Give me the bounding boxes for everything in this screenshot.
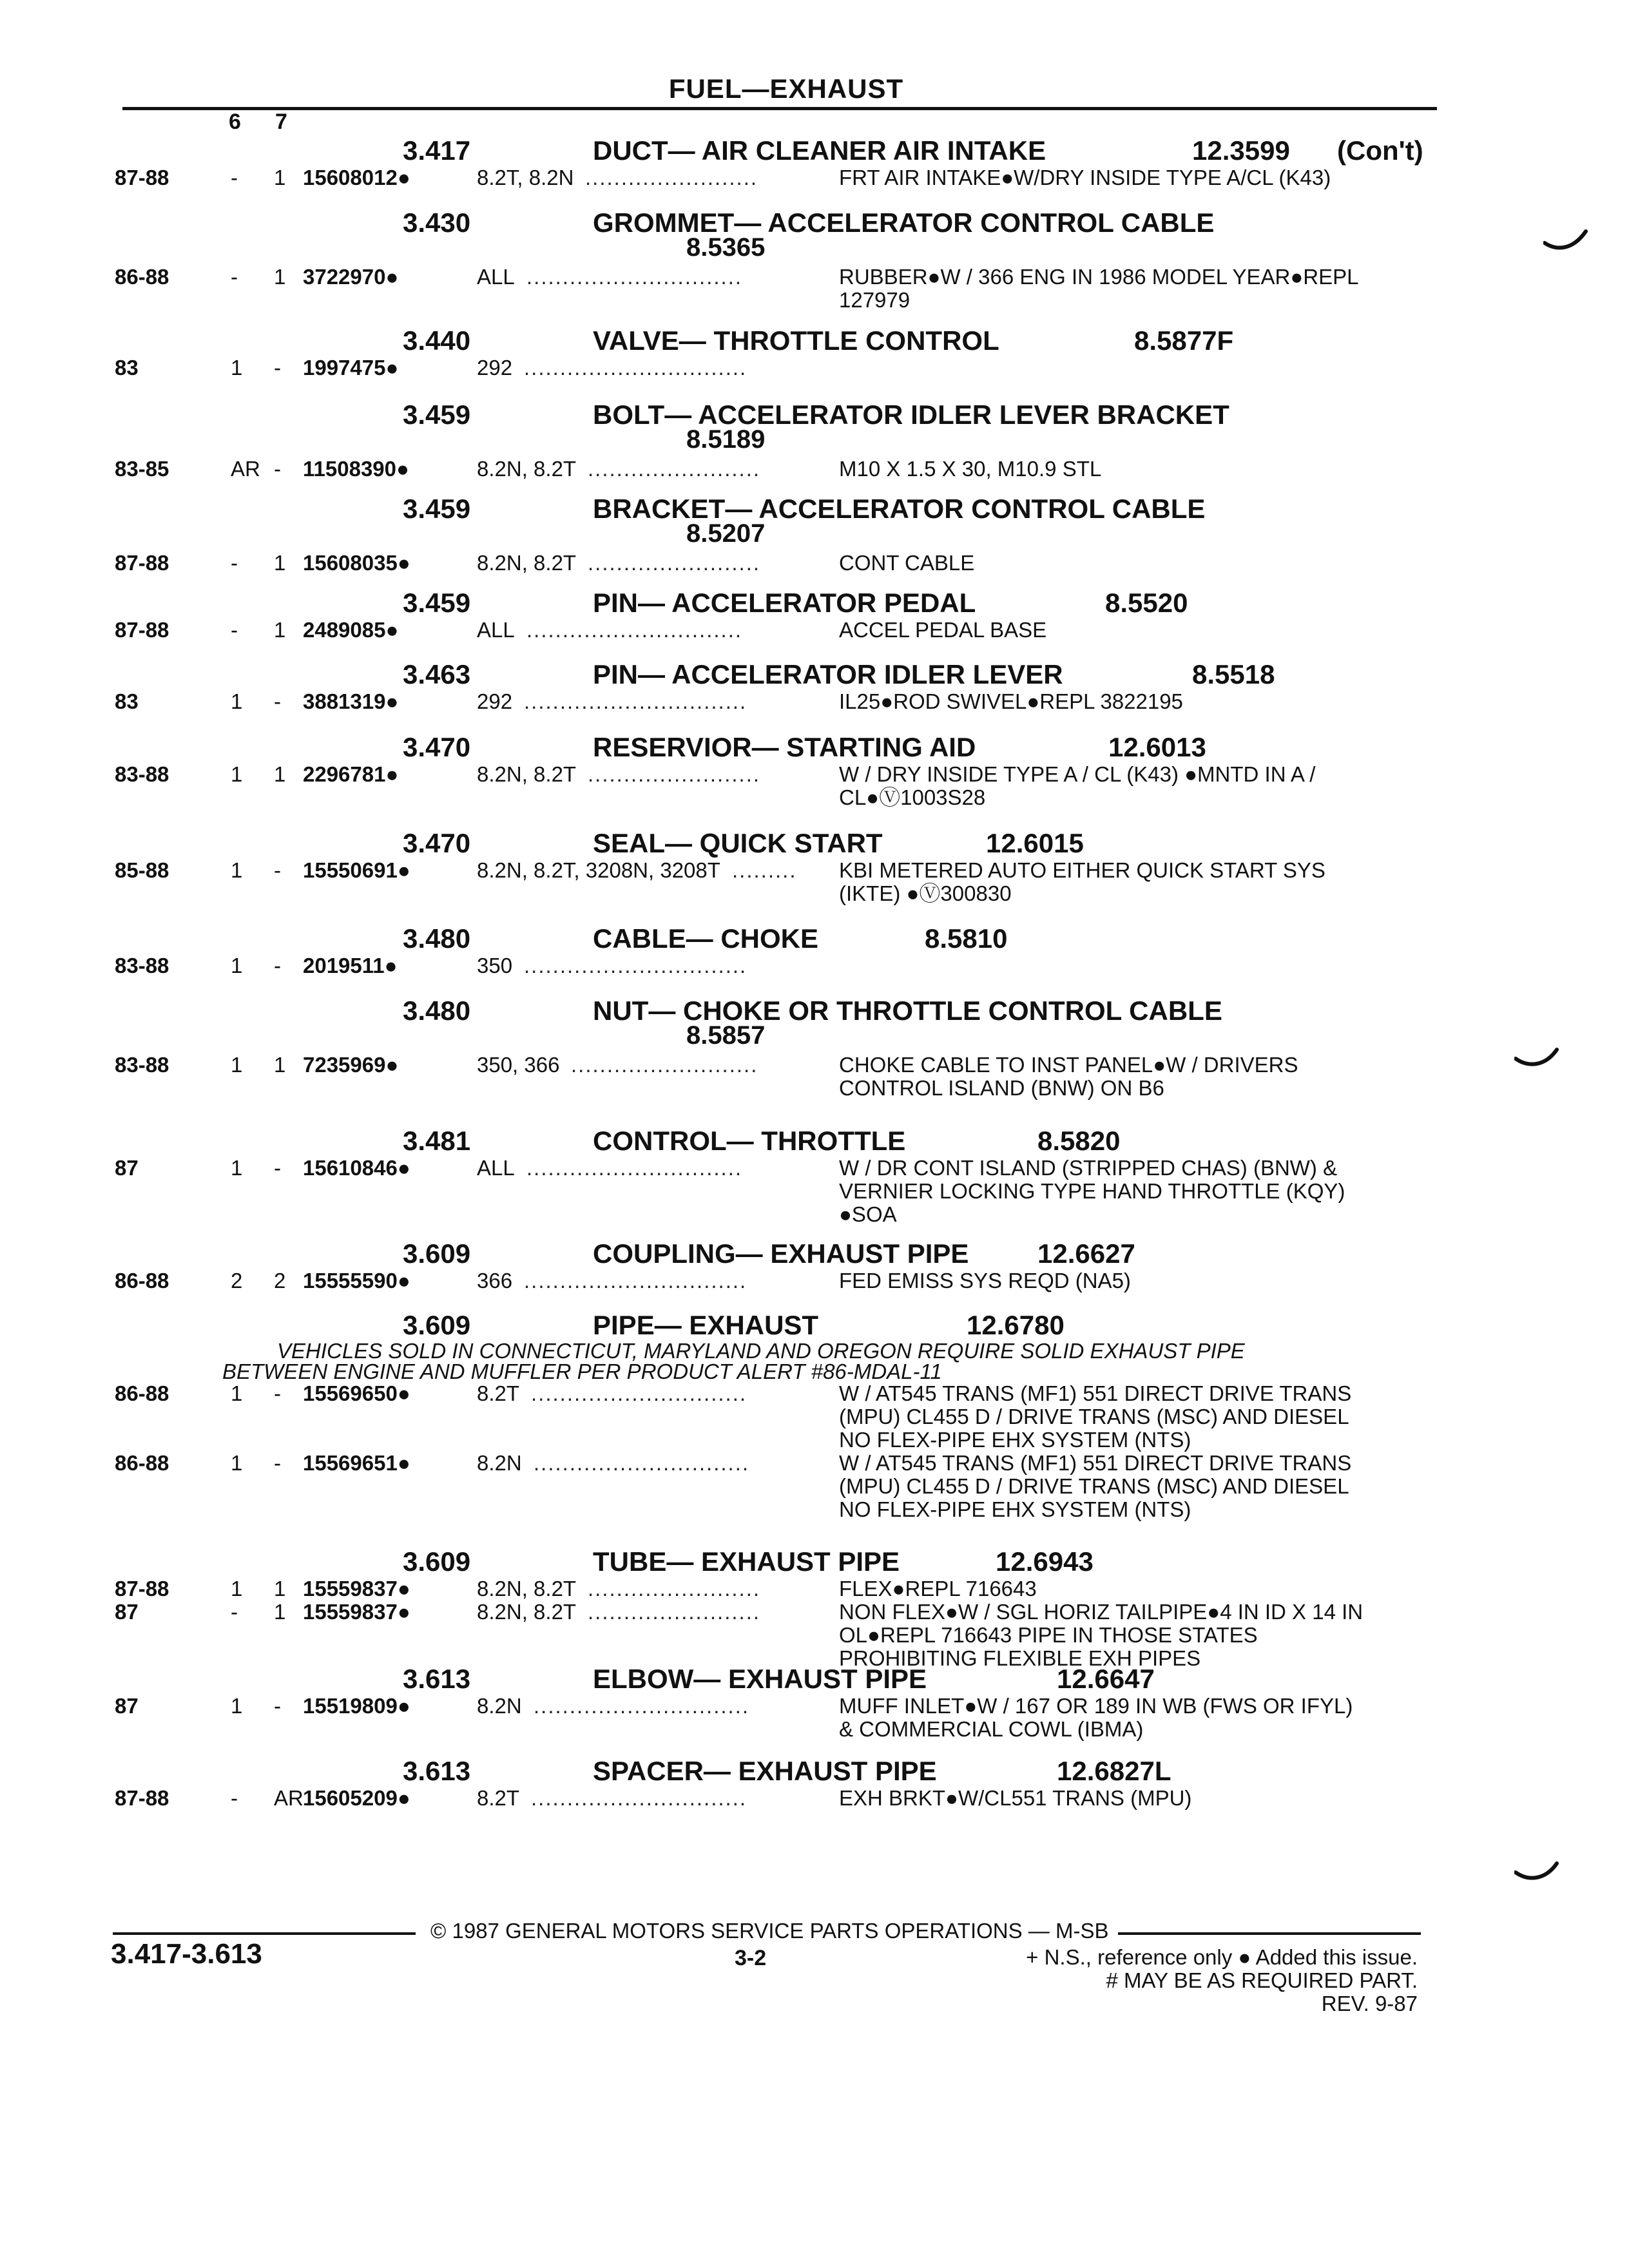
model-years: 83-88 [115,954,169,977]
part-description: EXH BRKT●W/CL551 TRANS (MPU) [839,1786,1192,1810]
section-code: 8.5857 [686,1021,766,1050]
quantity-col-6: AR [231,457,260,481]
section-number: 3.459 [403,588,471,618]
section-code: 8.5365 [686,233,766,262]
part-row [0,763,1629,809]
section-name: VALVE— THROTTLE CONTROL [593,325,999,356]
section-heading [0,588,1629,619]
part-description: RUBBER●W / 366 ENG IN 1986 MODEL YEAR●REPL [839,265,1359,289]
dot-leader: ........................ [588,457,761,481]
part-row [0,954,1629,977]
dot-leader: ........................ [588,1600,761,1624]
dot-leader: .............................. [526,265,743,289]
quantity-col-6: 2 [231,1269,243,1293]
section-name: COUPLING— EXHAUST PIPE [593,1238,969,1269]
quantity-col-7: - [274,1451,281,1475]
part-row [0,1787,1629,1810]
legend-line: + N.S., reference only ● Added this issue. [1026,1945,1418,1969]
model-years: 86-88 [115,1381,169,1405]
quantity-col-6: - [231,166,238,189]
section-code: 12.6013 [1108,732,1206,762]
part-number: 1997475● [303,356,399,380]
part-description: & COMMERCIAL COWL (IBMA) [839,1717,1144,1741]
engine-models: ALL [477,265,515,289]
part-row [0,552,1629,575]
part-number: 2489085● [303,618,399,642]
quantity-col-6: 1 [231,954,243,977]
section-code-line [0,1021,1629,1053]
part-row [0,1695,1629,1741]
dot-leader: .............................. [534,1694,750,1718]
footer-rule-right [1118,1932,1421,1935]
section-name: GROMMET— ACCELERATOR CONTROL CABLE [593,207,1215,238]
section-number: 3.480 [403,923,471,954]
page-title: FUEL—EXHAUST [668,73,904,104]
quantity-col-6: 1 [231,1053,243,1077]
engine-models: 8.2N [477,1694,522,1718]
section-name: PIN— ACCELERATOR IDLER LEVER [593,659,1063,689]
part-row [0,1157,1629,1226]
section-code: 12.6627 [1037,1238,1135,1269]
parts-section [0,135,1629,189]
part-number: 15519809● [303,1694,410,1718]
section-heading [0,1756,1629,1787]
engine-models: 350 [477,954,513,977]
section-number: 3.609 [403,1238,471,1269]
section-number: 3.459 [403,399,471,430]
section-code: 12.6943 [996,1546,1094,1577]
quantity-col-7: - [274,858,281,882]
section-heading [0,135,1629,166]
dot-leader: ............................... [524,689,747,713]
footer-legend [967,1946,1418,2015]
section-name: ELBOW— EXHAUST PIPE [593,1664,927,1694]
section-heading [0,732,1629,763]
part-row [0,356,1629,380]
quantity-col-7: 1 [274,166,286,189]
parts-section [0,1126,1629,1226]
part-description: CL●Ⓥ1003S28 [839,785,986,809]
parts-section [0,588,1629,642]
model-years: 87 [115,1694,139,1718]
section-code: 12.6827L [1057,1756,1171,1786]
part-description: (IKTE) ●Ⓥ300830 [839,881,1012,905]
engine-models: 8.2T, 8.2N [477,166,574,189]
section-number: 3.470 [403,828,471,858]
quantity-col-6: 1 [231,762,243,786]
section-code: 12.6647 [1057,1664,1155,1694]
section-note: BETWEEN ENGINE AND MUFFLER PER PRODUCT ALERT #86-MDAL-11 [222,1360,942,1383]
legend-line: REV. 9-87 [1321,1992,1418,2015]
model-years: 87-88 [115,1786,169,1810]
part-number: 3722970● [303,265,399,289]
part-description: NON FLEX●W / SGL HORIZ TAILPIPE●4 IN ID X 14 IN [839,1600,1364,1624]
quantity-col-7: - [274,356,281,380]
section-heading [0,923,1629,954]
part-description: MUFF INLET●W / 167 OR 189 IN WB (FWS OR IFYL) [839,1694,1353,1718]
dot-leader: ........................ [588,551,761,575]
part-number: 15569651● [303,1451,410,1475]
section-code-line [0,233,1629,265]
model-years: 87-88 [115,551,169,575]
part-number: 15608035● [303,551,410,575]
engine-models: 292 [477,689,513,713]
part-description: W / DR CONT ISLAND (STRIPPED CHAS) (BNW) & [839,1156,1338,1180]
quantity-col-7: - [274,689,281,713]
section-code: 8.5820 [1037,1126,1121,1156]
parts-section [0,995,1629,1100]
section-code: 12.6015 [986,828,1084,858]
parts-section [0,1310,1629,1521]
quantity-col-7: 1 [274,1600,286,1624]
engine-models: ALL [477,618,515,642]
section-name: CONTROL— THROTTLE [593,1126,906,1156]
quantity-col-6: 1 [231,1694,243,1718]
quantity-col-6: 1 [231,1156,243,1180]
dot-leader: ......... [732,858,797,882]
part-number: 2019511● [303,954,398,977]
quantity-col-6: 1 [231,356,243,380]
part-row [0,1577,1629,1600]
section-code: 12.3599 [1192,135,1290,166]
section-heading [0,494,1629,524]
quantity-col-6: 1 [231,1577,243,1600]
section-name: DUCT— AIR CLEANER AIR INTAKE [593,135,1046,166]
section-number: 3.480 [403,995,471,1026]
continued-label: (Con't) [1337,135,1423,166]
part-description: ACCEL PEDAL BASE [839,618,1047,642]
part-number: 15610846● [303,1156,410,1180]
part-description: OL●REPL 716643 PIPE IN THOSE STATES [839,1623,1258,1647]
model-years: 85-88 [115,858,169,882]
page-number: 3-2 [735,1946,767,1970]
part-row [0,690,1629,713]
model-years: 83 [115,356,139,380]
engine-models: 292 [477,356,513,380]
part-row [0,1053,1629,1100]
parts-section [0,732,1629,809]
quantity-col-6: 1 [231,689,243,713]
engine-models: 8.2N, 8.2T [477,1600,577,1624]
section-note: VEHICLES SOLD IN CONNECTICUT, MARYLAND AND OREGON REQUIRE SOLID EXHAUST PIPE [277,1339,1245,1363]
section-code-line [0,425,1629,457]
part-description: W / AT545 TRANS (MF1) 551 DIRECT DRIVE TRANS [839,1451,1352,1475]
section-code: 8.5518 [1192,659,1275,689]
model-years: 87 [115,1156,139,1180]
section-code-line [0,519,1629,552]
part-description: (MPU) CL455 D / DRIVE TRANS (MSC) AND DIESEL [839,1474,1349,1498]
check-mark-icon [1543,229,1588,255]
section-heading [0,1310,1629,1341]
section-number: 3.470 [403,732,471,762]
section-code: 8.5877F [1134,325,1234,356]
engine-models: ALL [477,1156,515,1180]
quantity-col-6: - [231,1600,238,1624]
footer-rule-left [113,1932,416,1935]
engine-models: 8.2N [477,1451,522,1475]
section-number: 3.481 [403,1126,471,1156]
model-years: 83-88 [115,762,169,786]
part-number: 2296781● [303,762,399,786]
part-row [0,166,1629,189]
section-number: 3.430 [403,207,471,238]
part-description: PROHIBITING FLEXIBLE EXH PIPES [839,1646,1201,1670]
section-heading [0,1546,1629,1577]
section-code: 8.5207 [686,519,766,548]
engine-models: 8.2T [477,1786,520,1810]
model-years: 87-88 [115,166,169,189]
section-name: SPACER— EXHAUST PIPE [593,1756,937,1786]
part-description: (MPU) CL455 D / DRIVE TRANS (MSC) AND DIESEL [839,1405,1349,1428]
quantity-col-6: - [231,551,238,575]
part-row [0,265,1629,312]
quantity-col-7: 1 [274,1577,286,1600]
check-mark-icon [1514,1047,1559,1073]
part-description: KBI METERED AUTO EITHER QUICK START SYS [839,858,1325,882]
part-row [0,1452,1629,1521]
parts-section [0,207,1629,312]
dot-leader: .............................. [526,618,743,642]
quantity-col-7: 1 [274,1053,286,1077]
part-row [0,619,1629,642]
quantity-col-6: - [231,618,238,642]
section-name: SEAL— QUICK START [593,828,883,858]
section-number: 3.613 [403,1756,471,1786]
parts-section [0,325,1629,380]
part-description: W / DRY INSIDE TYPE A / CL (K43) ●MNTD IN A / [839,762,1316,786]
part-description: VERNIER LOCKING TYPE HAND THROTTLE (KQY) [839,1179,1345,1203]
footer-range: 3.417-3.613 [111,1938,262,1970]
section-code: 8.5189 [686,425,766,454]
quantity-col-7: - [274,1694,281,1718]
engine-models: 8.2N, 8.2T [477,762,577,786]
dot-leader: ........................ [585,166,758,189]
dot-leader: ........................ [588,1577,761,1600]
model-years: 86-88 [115,1451,169,1475]
part-number: 15559837● [303,1577,410,1600]
part-number: 15608012● [303,166,410,189]
part-description: FRT AIR INTAKE●W/DRY INSIDE TYPE A/CL (K43) [839,166,1331,189]
quantity-col-7: - [274,457,281,481]
part-description: M10 X 1.5 X 30, M10.9 STL [839,457,1102,481]
parts-section [0,399,1629,481]
part-number: 15559837● [303,1600,410,1624]
quantity-col-7: 1 [274,551,286,575]
dot-leader: ........................ [588,762,761,786]
parts-section [0,1756,1629,1810]
model-years: 87-88 [115,1577,169,1600]
column-headers [229,110,322,135]
section-heading [0,828,1629,859]
engine-models: 366 [477,1269,513,1293]
column-header-a: 6 [229,110,241,134]
section-heading [0,1126,1629,1157]
quantity-col-7: 1 [274,762,286,786]
dot-leader: .............................. [534,1451,750,1475]
quantity-col-7: AR [274,1786,304,1810]
part-number: 15569650● [303,1381,410,1405]
section-heading [0,399,1629,430]
quantity-col-7: - [274,954,281,977]
dot-leader: ............................... [524,1269,747,1293]
part-row [0,457,1629,481]
part-number: 15550691● [303,858,410,882]
model-years: 87-88 [115,618,169,642]
part-number: 15605209● [303,1786,410,1810]
part-description: ●SOA [839,1202,897,1226]
footer-copyright: © 1987 GENERAL MOTORS SERVICE PARTS OPERATIONS — M-SB [430,1919,1109,1943]
dot-leader: .............................. [526,1156,743,1180]
part-number: 15555590● [303,1269,410,1293]
section-number: 3.459 [403,494,471,524]
part-description: CHOKE CABLE TO INST PANEL●W / DRIVERS [839,1053,1298,1077]
section-number: 3.609 [403,1310,471,1340]
quantity-col-6: 1 [231,858,243,882]
parts-section [0,923,1629,977]
section-heading [0,995,1629,1026]
section-number: 3.463 [403,659,471,689]
part-row [0,1269,1629,1293]
part-number: 7235969● [303,1053,399,1077]
part-row [0,1600,1629,1670]
section-number: 3.417 [403,135,471,166]
section-name: CABLE— CHOKE [593,923,819,954]
parts-section [0,1546,1629,1670]
quantity-col-7: 2 [274,1269,286,1293]
section-name: BOLT— ACCELERATOR IDLER LEVER BRACKET [593,399,1229,430]
section-code: 8.5810 [925,923,1008,954]
column-header-b: 7 [275,110,287,134]
part-description: FED EMISS SYS REQD (NA5) [839,1269,1131,1293]
part-description: W / AT545 TRANS (MF1) 551 DIRECT DRIVE TRANS [839,1381,1352,1405]
part-number: 11508390● [303,457,409,481]
section-heading [0,207,1629,238]
section-code: 8.5520 [1105,588,1188,618]
section-name: BRACKET— ACCELERATOR CONTROL CABLE [593,494,1206,524]
parts-section [0,659,1629,713]
part-description: 127979 [839,288,911,312]
quantity-col-6: - [231,265,238,289]
model-years: 83-88 [115,1053,169,1077]
parts-section [0,828,1629,905]
engine-models: 8.2N, 8.2T [477,457,577,481]
section-name: PIPE— EXHAUST [593,1310,819,1340]
section-heading [0,659,1629,690]
check-mark-icon [1514,1861,1559,1887]
dot-leader: ............................... [524,954,747,977]
part-number: 3881319● [303,689,399,713]
section-number: 3.613 [403,1664,471,1694]
part-description: CONT CABLE [839,551,975,575]
parts-section [0,494,1629,575]
quantity-col-7: 1 [274,618,286,642]
section-name: NUT— CHOKE OR THROTTLE CONTROL CABLE [593,995,1222,1026]
model-years: 87 [115,1600,139,1624]
model-years: 83-85 [115,457,169,481]
section-name: RESERVIOR— STARTING AID [593,732,976,762]
section-number: 3.609 [403,1546,471,1577]
engine-models: 350, 366 [477,1053,560,1077]
part-row [0,1382,1629,1452]
part-row [0,859,1629,905]
quantity-col-6: 1 [231,1381,243,1405]
dot-leader: ............................... [524,356,747,380]
section-heading [0,1664,1629,1695]
section-name: PIN— ACCELERATOR PEDAL [593,588,976,618]
quantity-col-7: 1 [274,265,286,289]
dot-leader: .............................. [531,1381,747,1405]
legend-line: # MAY BE AS REQUIRED PART. [1106,1968,1418,1992]
section-code: 12.6780 [967,1310,1065,1340]
engine-models: 8.2N, 8.2T [477,551,577,575]
quantity-col-7: - [274,1381,281,1405]
part-description: NO FLEX-PIPE EHX SYSTEM (NTS) [839,1497,1191,1521]
part-description: CONTROL ISLAND (BNW) ON B6 [839,1076,1164,1100]
model-years: 86-88 [115,1269,169,1293]
quantity-col-6: - [231,1786,238,1810]
section-heading [0,1238,1629,1269]
quantity-col-6: 1 [231,1451,243,1475]
parts-section [0,1664,1629,1741]
part-description: NO FLEX-PIPE EHX SYSTEM (NTS) [839,1428,1191,1452]
engine-models: 8.2N, 8.2T, 3208N, 3208T [477,858,720,882]
part-description: IL25●ROD SWIVEL●REPL 3822195 [839,689,1183,713]
part-description: FLEX●REPL 716643 [839,1577,1037,1600]
quantity-col-7: - [274,1156,281,1180]
model-years: 83 [115,689,139,713]
dot-leader: .............................. [531,1786,747,1810]
section-number: 3.440 [403,325,471,356]
parts-section [0,1238,1629,1293]
engine-models: 8.2N, 8.2T [477,1577,577,1600]
model-years: 86-88 [115,265,169,289]
section-name: TUBE— EXHAUST PIPE [593,1546,900,1577]
section-heading [0,325,1629,356]
engine-models: 8.2T [477,1381,520,1405]
dot-leader: .......................... [571,1053,758,1077]
